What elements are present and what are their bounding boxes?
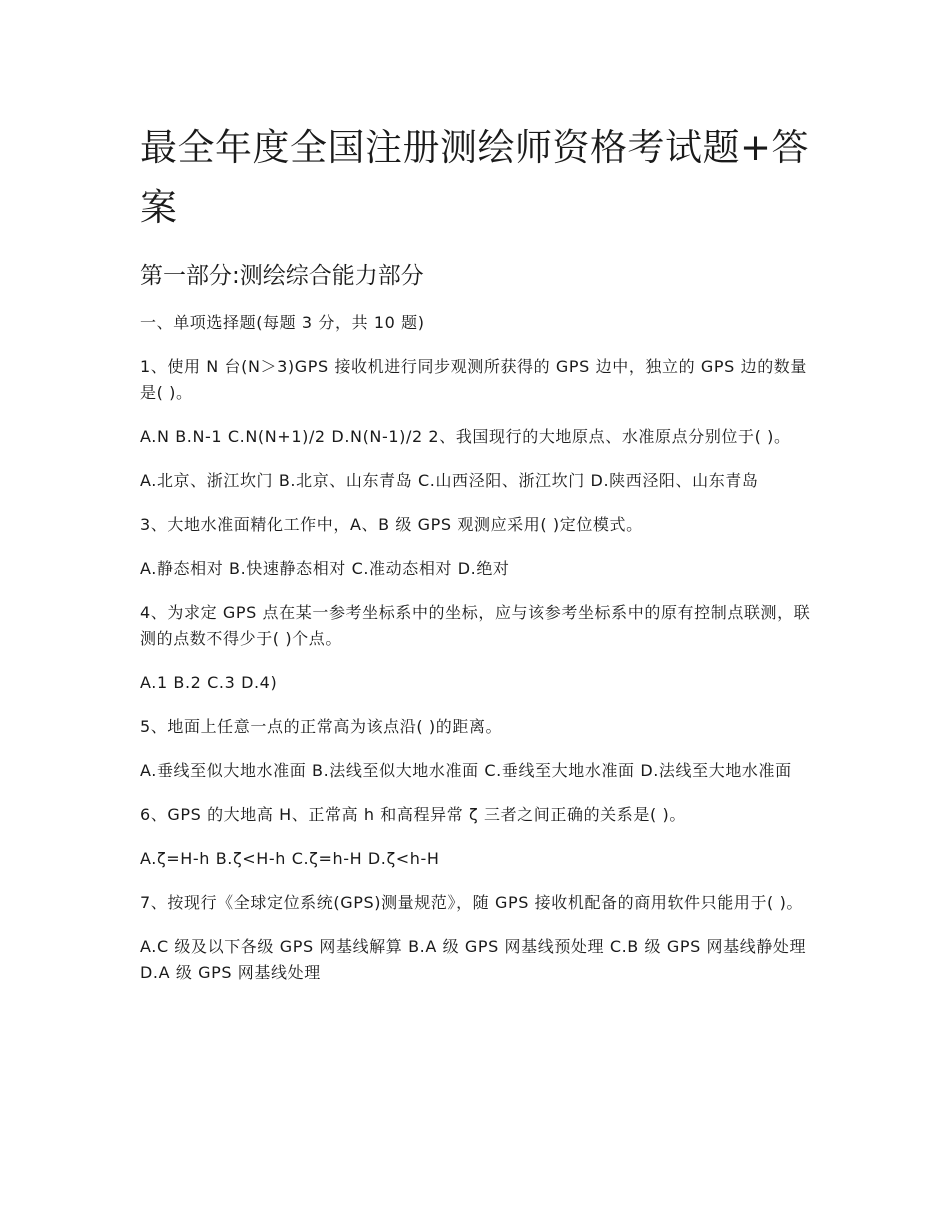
question-3-options: A.静态相对 B.快速静态相对 C.准动态相对 D.绝对 <box>140 559 510 578</box>
question-1-options: A.N B.N-1 C.N(N+1)/2 D.N(N-1)/2 2、我国现行的大地原点、水准原点分别位于( )。 <box>140 427 791 446</box>
question-2-options: A.北京、浙江坎门 B.北京、山东青岛 C.山西泾阳、浙江坎门 D.陕西泾阳、山东青岛 <box>140 471 759 490</box>
section-heading: 第一部分:测绘综合能力部分 <box>140 263 424 289</box>
question-6-options: A.ζ=H-h B.ζ<H-h C.ζ=h-H D.ζ<h-H <box>140 849 440 868</box>
question-7: 7、按现行《全球定位系统(GPS)测量规范》，随 GPS 接收机配备的商用软件只能用于( )。 <box>140 893 804 912</box>
question-5: 5、地面上任意一点的正常高为该点沿( )的距离。 <box>140 717 503 736</box>
document-page <box>140 118 812 1004</box>
document-title: 最全年度全国注册测绘师资格考试题+答案 <box>140 126 810 229</box>
question-group-heading: 一、单项选择题(每题 3 分，共 10 题) <box>140 313 425 332</box>
question-5-options: A.垂线至似大地水准面 B.法线至似大地水准面 C.垂线至大地水准面 D.法线至大地水准面 <box>140 761 792 780</box>
question-4-options: A.1 B.2 C.3 D.4) <box>140 673 278 692</box>
question-1: 1、使用 N 台(N＞3)GPS 接收机进行同步观测所获得的 GPS 边中，独立的 GPS 边的数量是( )。 <box>140 357 807 402</box>
question-4: 4、为求定 GPS 点在某一参考坐标系中的坐标，应与该参考坐标系中的原有控制点联测，联测的点数不得少于( )个点。 <box>140 603 811 648</box>
question-7-options: A.C 级及以下各级 GPS 网基线解算 B.A 级 GPS 网基线预处理 C.B 级 GPS 网基线静处理 D.A 级 GPS 网基线处理 <box>140 937 807 982</box>
question-3: 3、大地水准面精化工作中，A、B 级 GPS 观测应采用( )定位模式。 <box>140 515 643 534</box>
question-6: 6、GPS 的大地高 H、正常高 h 和高程异常 ζ 三者之间正确的关系是( )。 <box>140 805 686 824</box>
